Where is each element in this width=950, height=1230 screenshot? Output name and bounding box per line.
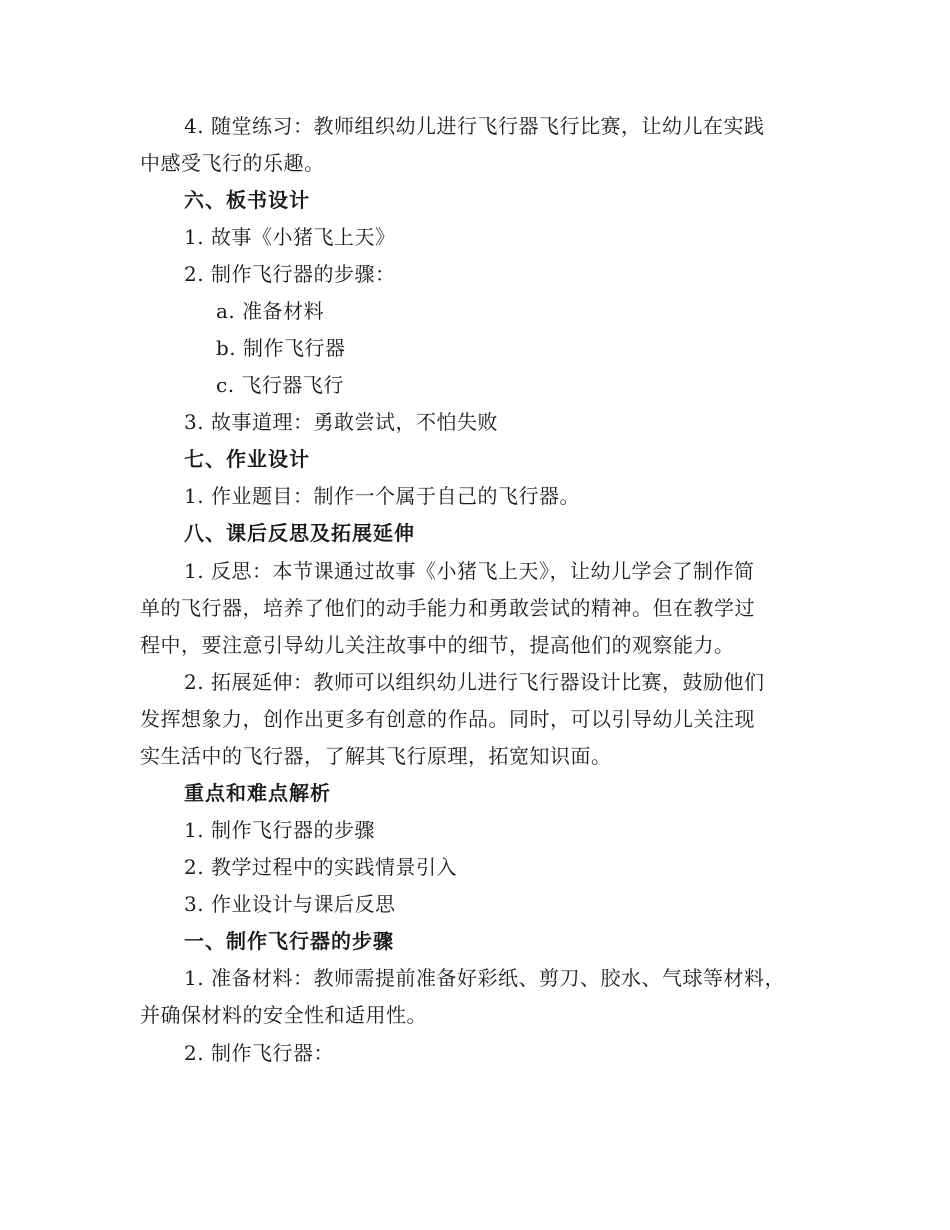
list-item: 2. 制作飞行器： bbox=[184, 1041, 334, 1065]
text-line: 1. 准备材料：教师需提前准备好彩纸、剪刀、胶水、气球等材料， bbox=[184, 966, 785, 990]
text-line: 中感受飞行的乐趣。 bbox=[140, 151, 325, 175]
list-item: 1. 作业题目：制作一个属于自己的飞行器。 bbox=[184, 484, 580, 508]
section-heading: 六、板书设计 bbox=[184, 188, 310, 212]
list-item: 1. 制作飞行器的步骤 bbox=[184, 818, 375, 842]
text-line: 2. 拓展延伸：教师可以组织幼儿进行飞行器设计比赛，鼓励他们 bbox=[184, 670, 765, 694]
list-item: 2. 教学过程中的实践情景引入 bbox=[184, 855, 457, 879]
section-heading: 重点和难点解析 bbox=[184, 781, 331, 805]
sub-list-item: b. 制作飞行器 bbox=[216, 336, 346, 360]
list-item: 2. 制作飞行器的步骤： bbox=[184, 262, 396, 286]
sub-list-item: c. 飞行器飞行 bbox=[216, 373, 344, 397]
text-line: 并确保材料的安全性和适用性。 bbox=[140, 1003, 427, 1027]
text-line: 1. 反思：本节课通过故事《小猪飞上天》，让幼儿学会了制作简 bbox=[184, 559, 755, 583]
section-heading: 八、课后反思及拓展延伸 bbox=[184, 521, 415, 545]
section-heading: 一、制作飞行器的步骤 bbox=[184, 929, 394, 953]
list-item: 3. 作业设计与课后反思 bbox=[184, 892, 396, 916]
text-line: 单的飞行器，培养了他们的动手能力和勇敢尝试的精神。但在教学过 bbox=[140, 596, 755, 620]
sub-list-item: a. 准备材料 bbox=[216, 299, 325, 323]
text-line: 实生活中的飞行器，了解其飞行原理，拓宽知识面。 bbox=[140, 744, 612, 768]
list-item: 3. 故事道理：勇敢尝试，不怕失败 bbox=[184, 410, 498, 434]
section-heading: 七、作业设计 bbox=[184, 447, 310, 471]
text-line: 程中，要注意引导幼儿关注故事中的细节，提高他们的观察能力。 bbox=[140, 633, 735, 657]
list-item: 1. 故事《小猪飞上天》 bbox=[184, 225, 396, 249]
text-line: 4. 随堂练习：教师组织幼儿进行飞行器飞行比赛，让幼儿在实践 bbox=[184, 114, 765, 138]
text-line: 发挥想象力，创作出更多有创意的作品。同时，可以引导幼儿关注现 bbox=[140, 707, 755, 731]
